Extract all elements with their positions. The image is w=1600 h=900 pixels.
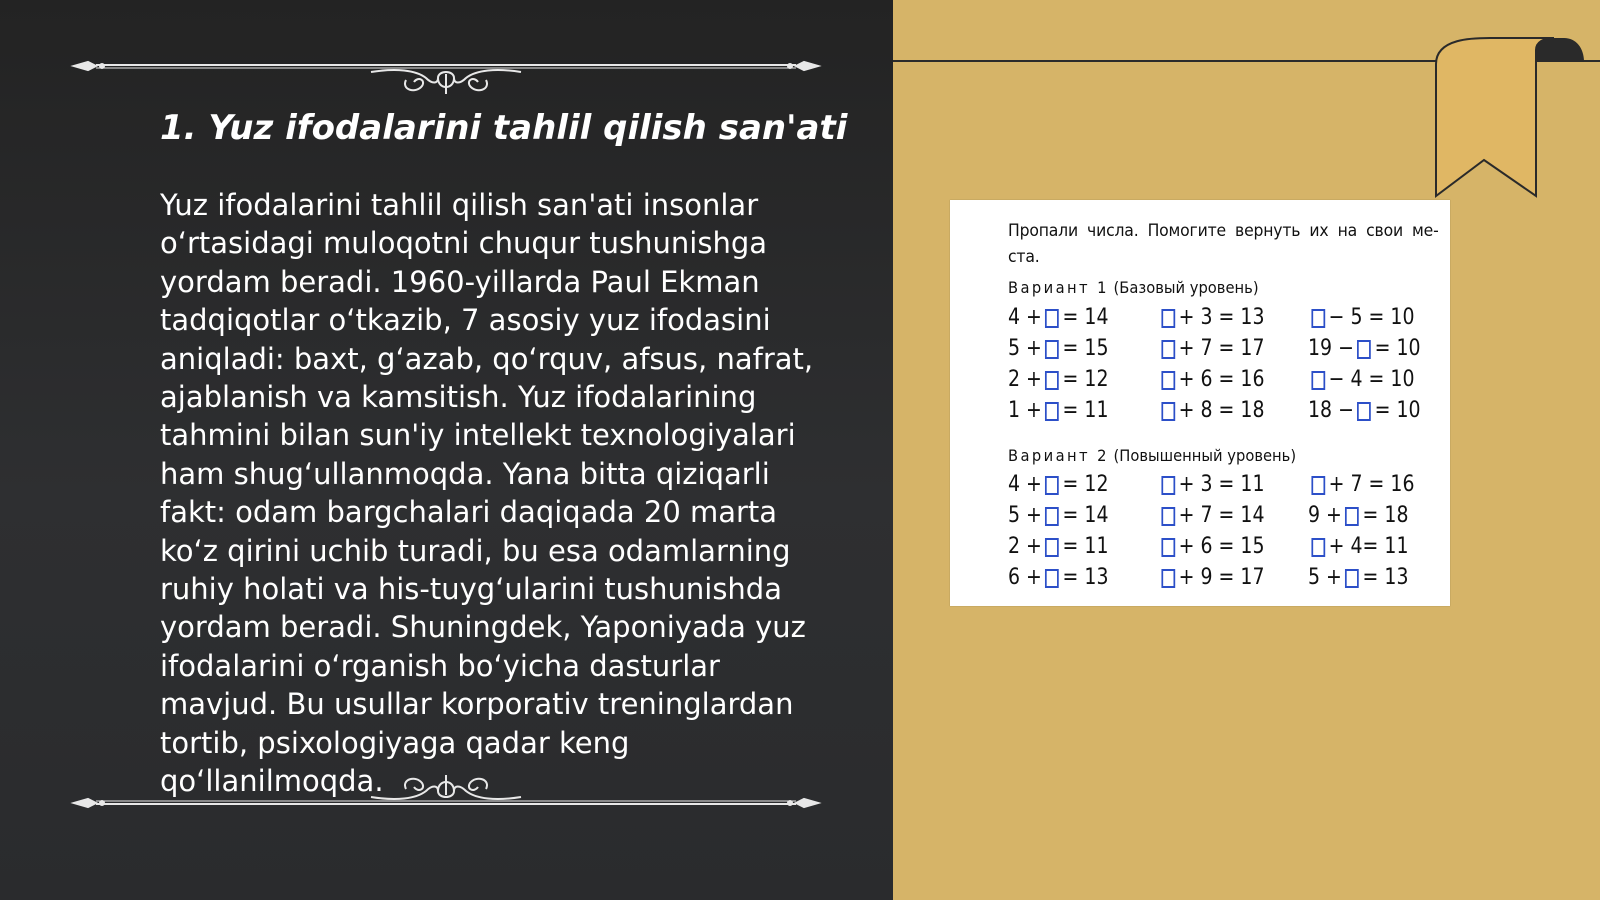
equation: + 6 = 15 xyxy=(1158,532,1265,562)
answer-box[interactable] xyxy=(1357,402,1371,421)
variant-1-name: Вариант 1 xyxy=(1008,278,1109,297)
bottom-ornament-divider xyxy=(66,775,826,825)
variant-1-level: (Базовый уровень) xyxy=(1113,278,1259,297)
answer-box[interactable] xyxy=(1161,569,1175,588)
answer-box[interactable] xyxy=(1357,340,1371,359)
equation: 5 + = 14 xyxy=(1008,503,1109,528)
answer-box[interactable] xyxy=(1311,309,1325,328)
slide-body-text: Yuz ifodalarini tahlil qilish san'ati insonlar oʻrtasidagi muloqotni chuqur tushunishga yordam beradi. 1960-yillarda Paul Ekman tadqiqotlar oʻtkazib, 7 asosiy yuz ifodasini aniqladi: baxt, gʻazab, qoʻrquv, afsus, nafrat, ajablanish va kamsitish. Yuz ifodalarining tahmini bilan sun'iy intellekt texnologiyalari ham shugʻullanmoqda. Yana bitta qiziqarli fakt: odam bargchalari daqiqada 20 marta koʻz qirini uchib turadi, bu esa odamlarning ruhiy holati va his-tuygʻularini tushunishda yordam beradi. Shuningdek, Yaponiyada yuz ifodalarini oʻrganish boʻyicha dasturlar mavjud. Bu usullar korporativ treninglardan tortib, psixologiyaga qadar keng qoʻllanilmoqda. xyxy=(160,188,814,799)
answer-box[interactable] xyxy=(1311,476,1325,495)
equation: + 6 = 16 xyxy=(1158,365,1265,395)
answer-box[interactable] xyxy=(1045,569,1059,588)
equation: 2 + = 11 xyxy=(1008,534,1109,559)
equation: 9 + = 18 xyxy=(1308,503,1409,528)
equation: 4 + = 14 xyxy=(1008,305,1109,330)
equation: 5 + = 13 xyxy=(1308,565,1409,590)
math-worksheet-image xyxy=(950,200,1450,606)
equation: + 4= 11 xyxy=(1308,532,1408,562)
answer-box[interactable] xyxy=(1161,402,1175,421)
equation: + 3 = 11 xyxy=(1158,470,1265,500)
equation: 6 + = 13 xyxy=(1008,565,1109,590)
worksheet-instruction: Пропали числа. Помогите вернуть их на свои ме- ста. xyxy=(1008,221,1439,267)
bookmark-ribbon xyxy=(1434,36,1584,202)
equation: + 7 = 14 xyxy=(1158,501,1265,531)
answer-box[interactable] xyxy=(1311,371,1325,390)
answer-box[interactable] xyxy=(1045,402,1059,421)
answer-box[interactable] xyxy=(1161,309,1175,328)
answer-box[interactable] xyxy=(1161,340,1175,359)
answer-box[interactable] xyxy=(1161,476,1175,495)
answer-box[interactable] xyxy=(1311,538,1325,557)
equation: − 5 = 10 xyxy=(1308,303,1415,333)
equation: + 8 = 18 xyxy=(1158,396,1265,426)
equation: 1 + = 11 xyxy=(1008,398,1109,423)
answer-box[interactable] xyxy=(1045,476,1059,495)
equation: 18 − = 10 xyxy=(1308,398,1421,423)
answer-box[interactable] xyxy=(1045,309,1059,328)
top-ornament-divider xyxy=(66,44,826,94)
equation: 5 + = 15 xyxy=(1008,336,1109,361)
answer-box[interactable] xyxy=(1161,538,1175,557)
equation: 4 + = 12 xyxy=(1008,472,1109,497)
answer-box[interactable] xyxy=(1045,340,1059,359)
answer-box[interactable] xyxy=(1045,371,1059,390)
answer-box[interactable] xyxy=(1161,507,1175,526)
answer-box[interactable] xyxy=(1345,569,1359,588)
equation: + 7 = 16 xyxy=(1308,470,1415,500)
equation: + 9 = 17 xyxy=(1158,563,1265,593)
variant-2-heading xyxy=(1008,446,1296,465)
equation: 2 + = 12 xyxy=(1008,367,1109,392)
answer-box[interactable] xyxy=(1045,538,1059,557)
equation: − 4 = 10 xyxy=(1308,365,1415,395)
answer-box[interactable] xyxy=(1045,507,1059,526)
answer-box[interactable] xyxy=(1161,371,1175,390)
equation: + 7 = 17 xyxy=(1158,334,1265,364)
variant-1-heading xyxy=(1008,278,1259,297)
equation: 19 − = 10 xyxy=(1308,336,1421,361)
variant-2-level: (Повышенный уровень) xyxy=(1113,446,1297,465)
variant-2-name: Вариант 2 xyxy=(1008,446,1109,465)
slide-title: 1. Yuz ifodalarini tahlil qilish san'ati xyxy=(160,108,848,148)
equation: + 3 = 13 xyxy=(1158,303,1265,333)
answer-box[interactable] xyxy=(1345,507,1359,526)
